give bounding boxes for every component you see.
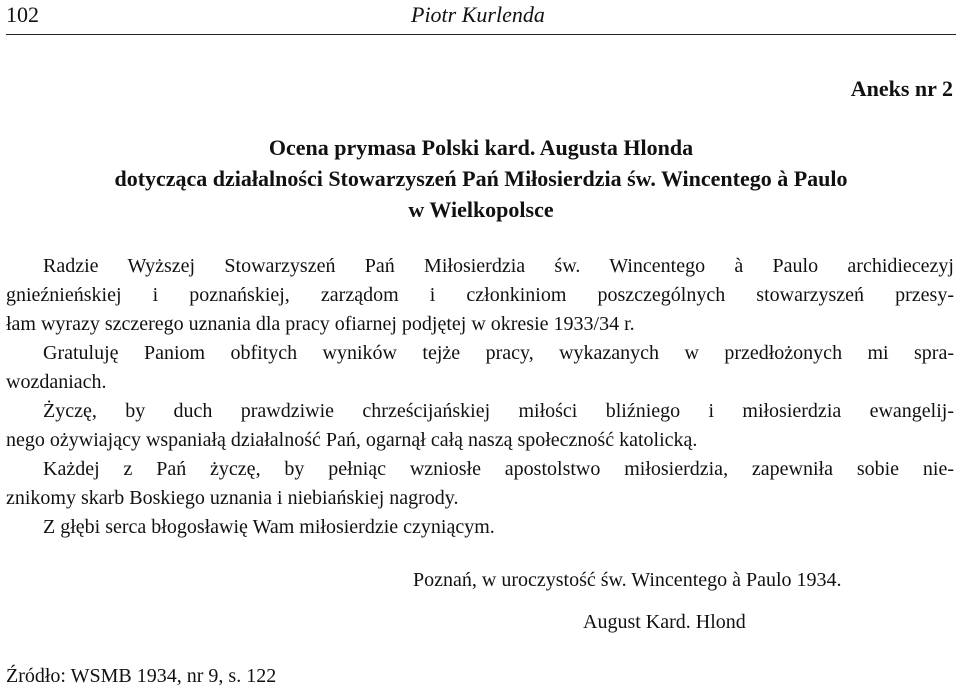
body-line: Każdej z Pań życzę, by pełniąc wzniosłe apostolstwo miłosierdzia, zapewniła sobie nie- (43, 458, 954, 480)
title-line: w Wielkopolsce (408, 197, 554, 222)
body-line: Życzę, by duch prawdziwie chrześcijańskiej miłości bliźniego i miłosierdzia ewangelij- (43, 400, 954, 422)
page-header (6, 0, 956, 35)
document-title (6, 132, 956, 225)
title-line: dotycząca działalności Stowarzyszeń Pań Miłosierdzia św. Wincentego à Paulo (114, 166, 848, 191)
letter-body (6, 252, 954, 542)
signature: August Kard. Hlond (583, 611, 746, 633)
body-line: nego ożywiający wspaniałą działalność Pań, ogarnął całą naszą społeczność katolicką. (6, 429, 698, 451)
page-number: 102 (6, 2, 39, 27)
title-line: Ocena prymasa Polski kard. Augusta Hlonda (268, 135, 694, 160)
body-line: Gratuluję Paniom obfitych wyników tejże pracy, wykazanych w przedłożonych mi spra- (43, 342, 954, 364)
body-line: Radzie Wyższej Stowarzyszeń Pań Miłosierdzia św. Wincentego à Paulo archidiecezyj (43, 255, 954, 277)
running-head-author: Piotr Kurlenda (411, 2, 545, 27)
body-line: znikomy skarb Boskiego uznania i niebiańskiej nagrody. (6, 487, 459, 509)
source-citation: Źródło: WSMB 1934, nr 9, s. 122 (6, 665, 277, 687)
body-line: łam wyrazy szczerego uznania dla pracy ofiarnej podjętej w okresie 1933/34 r. (6, 313, 635, 335)
appendix-label: Aneks nr 2 (850, 76, 953, 101)
body-line: gnieźnieńskiej i poznańskiej, zarządom i członkiniom poszczególnych stowarzyszeń przesy- (6, 284, 954, 306)
place-and-date: Poznań, w uroczystość św. Wincentego à Paulo 1934. (413, 569, 842, 591)
body-line: Z głębi serca błogosławię Wam miłosierdzie czyniącym. (43, 516, 495, 538)
body-line: wozdaniach. (6, 371, 107, 393)
